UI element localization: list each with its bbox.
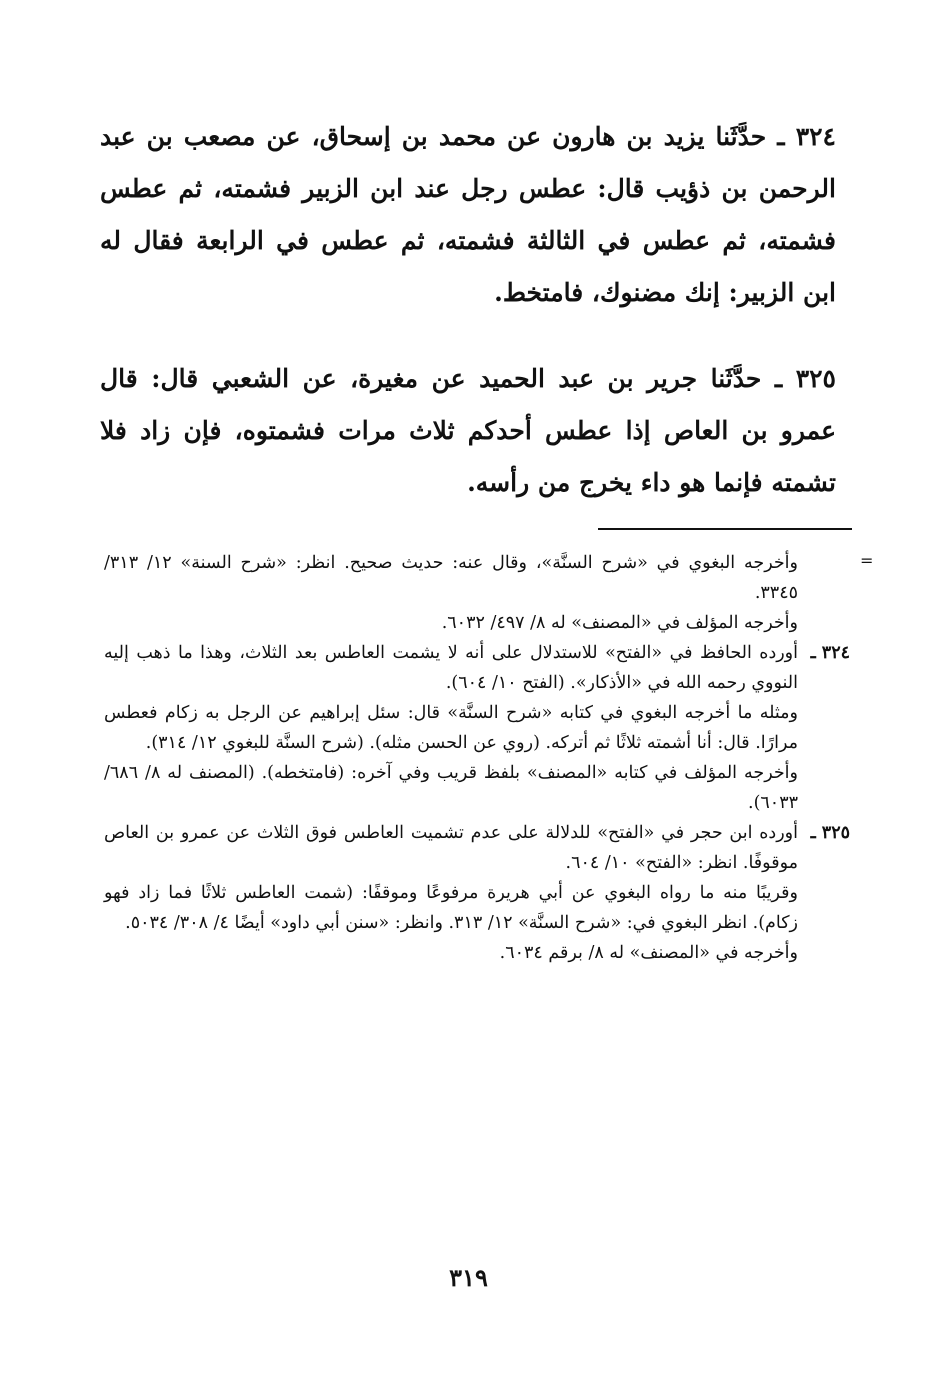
page-number: ٣١٩: [449, 1263, 488, 1292]
footnote-paragraph: أورده ابن حجر في «الفتح» للدلالة على عدم تشميت العاطس فوق الثلاث عن عمرو بن العاص موقوفًا. انظر: «الفتح» ١٠/ ٦٠٤.: [104, 823, 798, 873]
footnote-paragraph: وأخرجه المؤلف في كتابه «المصنف» بلفظ قريب وفي آخره: (فامتخطه). (المصنف له ٨/ ٦٨٦/ ٦٠٣٣).: [104, 763, 798, 813]
continuation-mark: =: [860, 551, 874, 570]
footnotes: [104, 548, 848, 968]
footnote-paragraph: وأخرجه في «المصنف» له ٨/ برقم ٦٠٣٤.: [499, 943, 798, 963]
hadith-324-text: ٣٢٤ ـ حدَّثَنا يزيد بن هارون عن محمد بن إسحاق، عن مصعب بن عبد الرحمن بن ذؤيب قال: عطس رجل عند ابن الزبير فشمته، ثم عطس فشمته، ثم عطس في الثالثة فشمته، ثم عطس في الرابعة فقال له ابن الزبير: إنك مضنوك، فامتخط.: [100, 122, 836, 307]
footnote-325: [104, 818, 848, 968]
footnote-paragraph: وقريبًا منه ما رواه البغوي عن أبي هريرة مرفوعًا وموقفًا: (شمت العاطس ثلاثًا فما زاد فهو زكام). انظر البغوي في: «شرح السنَّة» ١٢/ ٣١٣. وانظر: «سنن أبي داود» أيضًا ٤/ ٣٠٨/ ٥٠٣٤.: [104, 883, 798, 933]
footnote-paragraph: وأخرجه البغوي في «شرح السنَّة»، وقال عنه: حديث صحيح. انظر: «شرح السنة» ١٢/ ٣١٣/ ٣٣٤٥.: [104, 553, 798, 603]
footnote-continued: [104, 548, 848, 638]
footnote-separator: [598, 528, 852, 530]
footnote-paragraph: أورده الحافظ في «الفتح» للاستدلال على أنه لا يشمت العاطس بعد الثلاث، وهذا ما ذهب إليه النووي رحمه الله في «الأذكار». (الفتح ١٠/ ٦٠٤).: [104, 643, 798, 693]
footnote-paragraph: وأخرجه المؤلف في «المصنف» له ٨/ ٤٩٧/ ٦٠٣٢.: [441, 613, 798, 633]
footnote-number: ٣٢٤ ـ: [810, 643, 850, 663]
footnote-paragraph: ومثله ما أخرجه البغوي في كتابه «شرح السنَّة» قال: سئل إبراهيم عن الرجل به زكام فعطس مرارًا. قال: أنا أشمته ثلاثًا ثم أتركه. (روي عن الحسن مثله). (شرح السنَّة للبغوي ١٢/ ٣١٤).: [104, 703, 798, 753]
footnote-number: ٣٢٥ ـ: [810, 823, 850, 843]
hadith-325-text: ٣٢٥ ـ حدَّثَنا جرير بن عبد الحميد عن مغيرة، عن الشعبي قال: قال عمرو بن العاص إذا عطس أحدكم ثلاث مرات فشمتوه، فإن زاد فلا تشمته فإنما هو داء يخرج من رأسه.: [100, 364, 836, 497]
footnote-324: [104, 638, 848, 818]
